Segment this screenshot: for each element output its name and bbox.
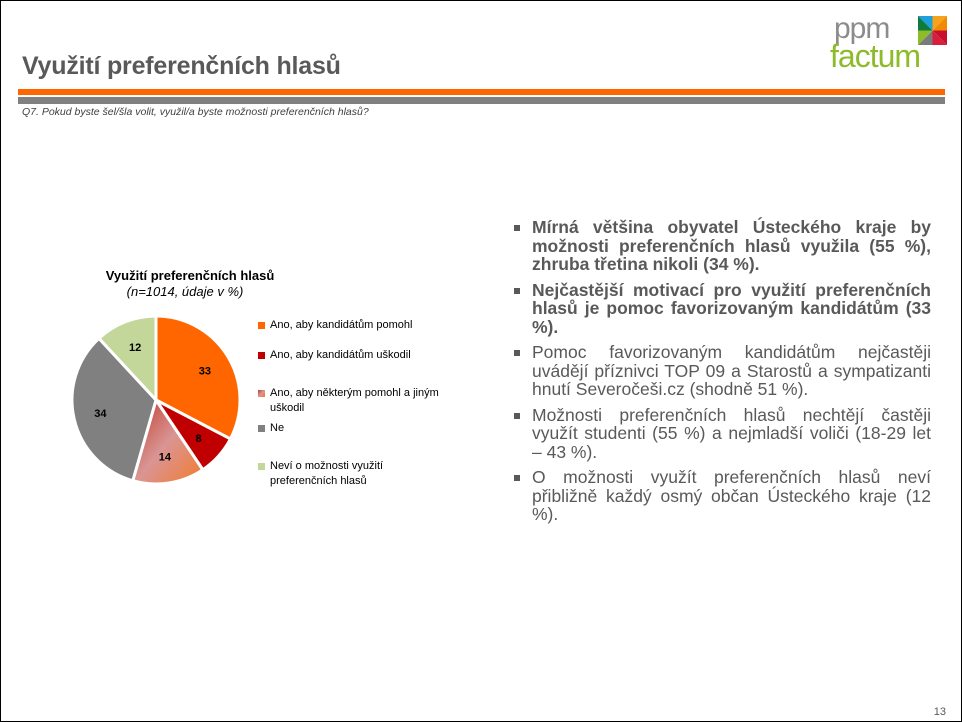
legend-item bbox=[258, 318, 475, 333]
slide-title: Využití preferenčních hlasů bbox=[22, 52, 341, 80]
legend-swatch bbox=[258, 390, 265, 397]
finding-text: Mírná většina obyvatel Ústeckého kraje by možnosti preferenčních hlasů využila (55 %), zhruba třetina nikoli (34 %). bbox=[532, 217, 931, 274]
pie-data-label: 14 bbox=[158, 451, 171, 464]
finding-text: Nejčastější motivací pro využití preferenčních hlasů je pomoc favorizovaným kandidátům (33 %). bbox=[532, 279, 931, 337]
logo-text-factum: factum bbox=[830, 38, 921, 74]
legend-swatch bbox=[258, 425, 265, 432]
pie-data-label: 8 bbox=[195, 433, 202, 446]
ppm-factum-logo bbox=[830, 14, 950, 74]
legend-item bbox=[258, 386, 475, 416]
legend-label: Ano, aby kandidátům pomohl bbox=[270, 319, 413, 331]
finding-text: O možnosti využít preferenčních hlasů neví přibližně každý osmý občan Ústeckého kraje (12 %). bbox=[532, 467, 931, 524]
legend-item bbox=[258, 348, 475, 363]
legend-item bbox=[258, 459, 430, 489]
legend-swatch bbox=[258, 322, 265, 329]
legend-label: Ne bbox=[270, 422, 285, 434]
finding-text: Možnosti preferenčních hlasů nechtějí častěji využít studenti (55 %) a nejmladší voliči (18-29 let – 43 %). bbox=[532, 404, 931, 462]
finding-item bbox=[514, 281, 931, 337]
finding-item bbox=[514, 468, 931, 524]
finding-text: Pomoc favorizovaným kandidátům nejčastěji uvádějí příznivci TOP 09 a Starostů a sympatizanti hnutí Severočeši.cz (shodně 51 %). bbox=[532, 342, 931, 399]
legend-item bbox=[258, 421, 475, 436]
bullet-square-icon bbox=[514, 225, 520, 231]
logo-mark-icon bbox=[918, 16, 947, 45]
pie-data-label: 34 bbox=[94, 408, 107, 421]
bullet-square-icon bbox=[514, 475, 520, 481]
bullet-square-icon bbox=[514, 413, 520, 419]
chart-title: Využití preferenčních hlasů bbox=[105, 268, 275, 283]
chart-subtitle: (n=1014, údaje v %) bbox=[126, 284, 244, 299]
pie-chart bbox=[60, 305, 250, 495]
legend-label: Ano, aby kandidátům uškodil bbox=[270, 349, 411, 361]
bullet-square-icon bbox=[514, 350, 520, 356]
pie-data-label: 33 bbox=[198, 365, 211, 378]
question-text: Q7. Pokud byste šel/šla volit, využil/a byste možnosti preferenčních hlasů? bbox=[22, 106, 369, 118]
bullet-square-icon bbox=[514, 288, 520, 294]
logo-text-ppm: ppm bbox=[834, 12, 890, 45]
findings-list bbox=[514, 218, 931, 531]
legend-swatch bbox=[258, 352, 265, 359]
legend-swatch bbox=[258, 463, 265, 470]
page-number: 13 bbox=[933, 706, 946, 718]
finding-item bbox=[514, 218, 931, 274]
header-gray-bar bbox=[18, 97, 945, 104]
finding-item bbox=[514, 406, 931, 462]
finding-item bbox=[514, 343, 931, 399]
legend-label: Neví o možnosti využití preferenčních hlasů bbox=[270, 460, 384, 487]
pie-data-label: 12 bbox=[129, 341, 142, 354]
legend-label: Ano, aby některým pomohl a jiným uškodil bbox=[270, 387, 439, 414]
header-orange-bar bbox=[18, 89, 945, 95]
